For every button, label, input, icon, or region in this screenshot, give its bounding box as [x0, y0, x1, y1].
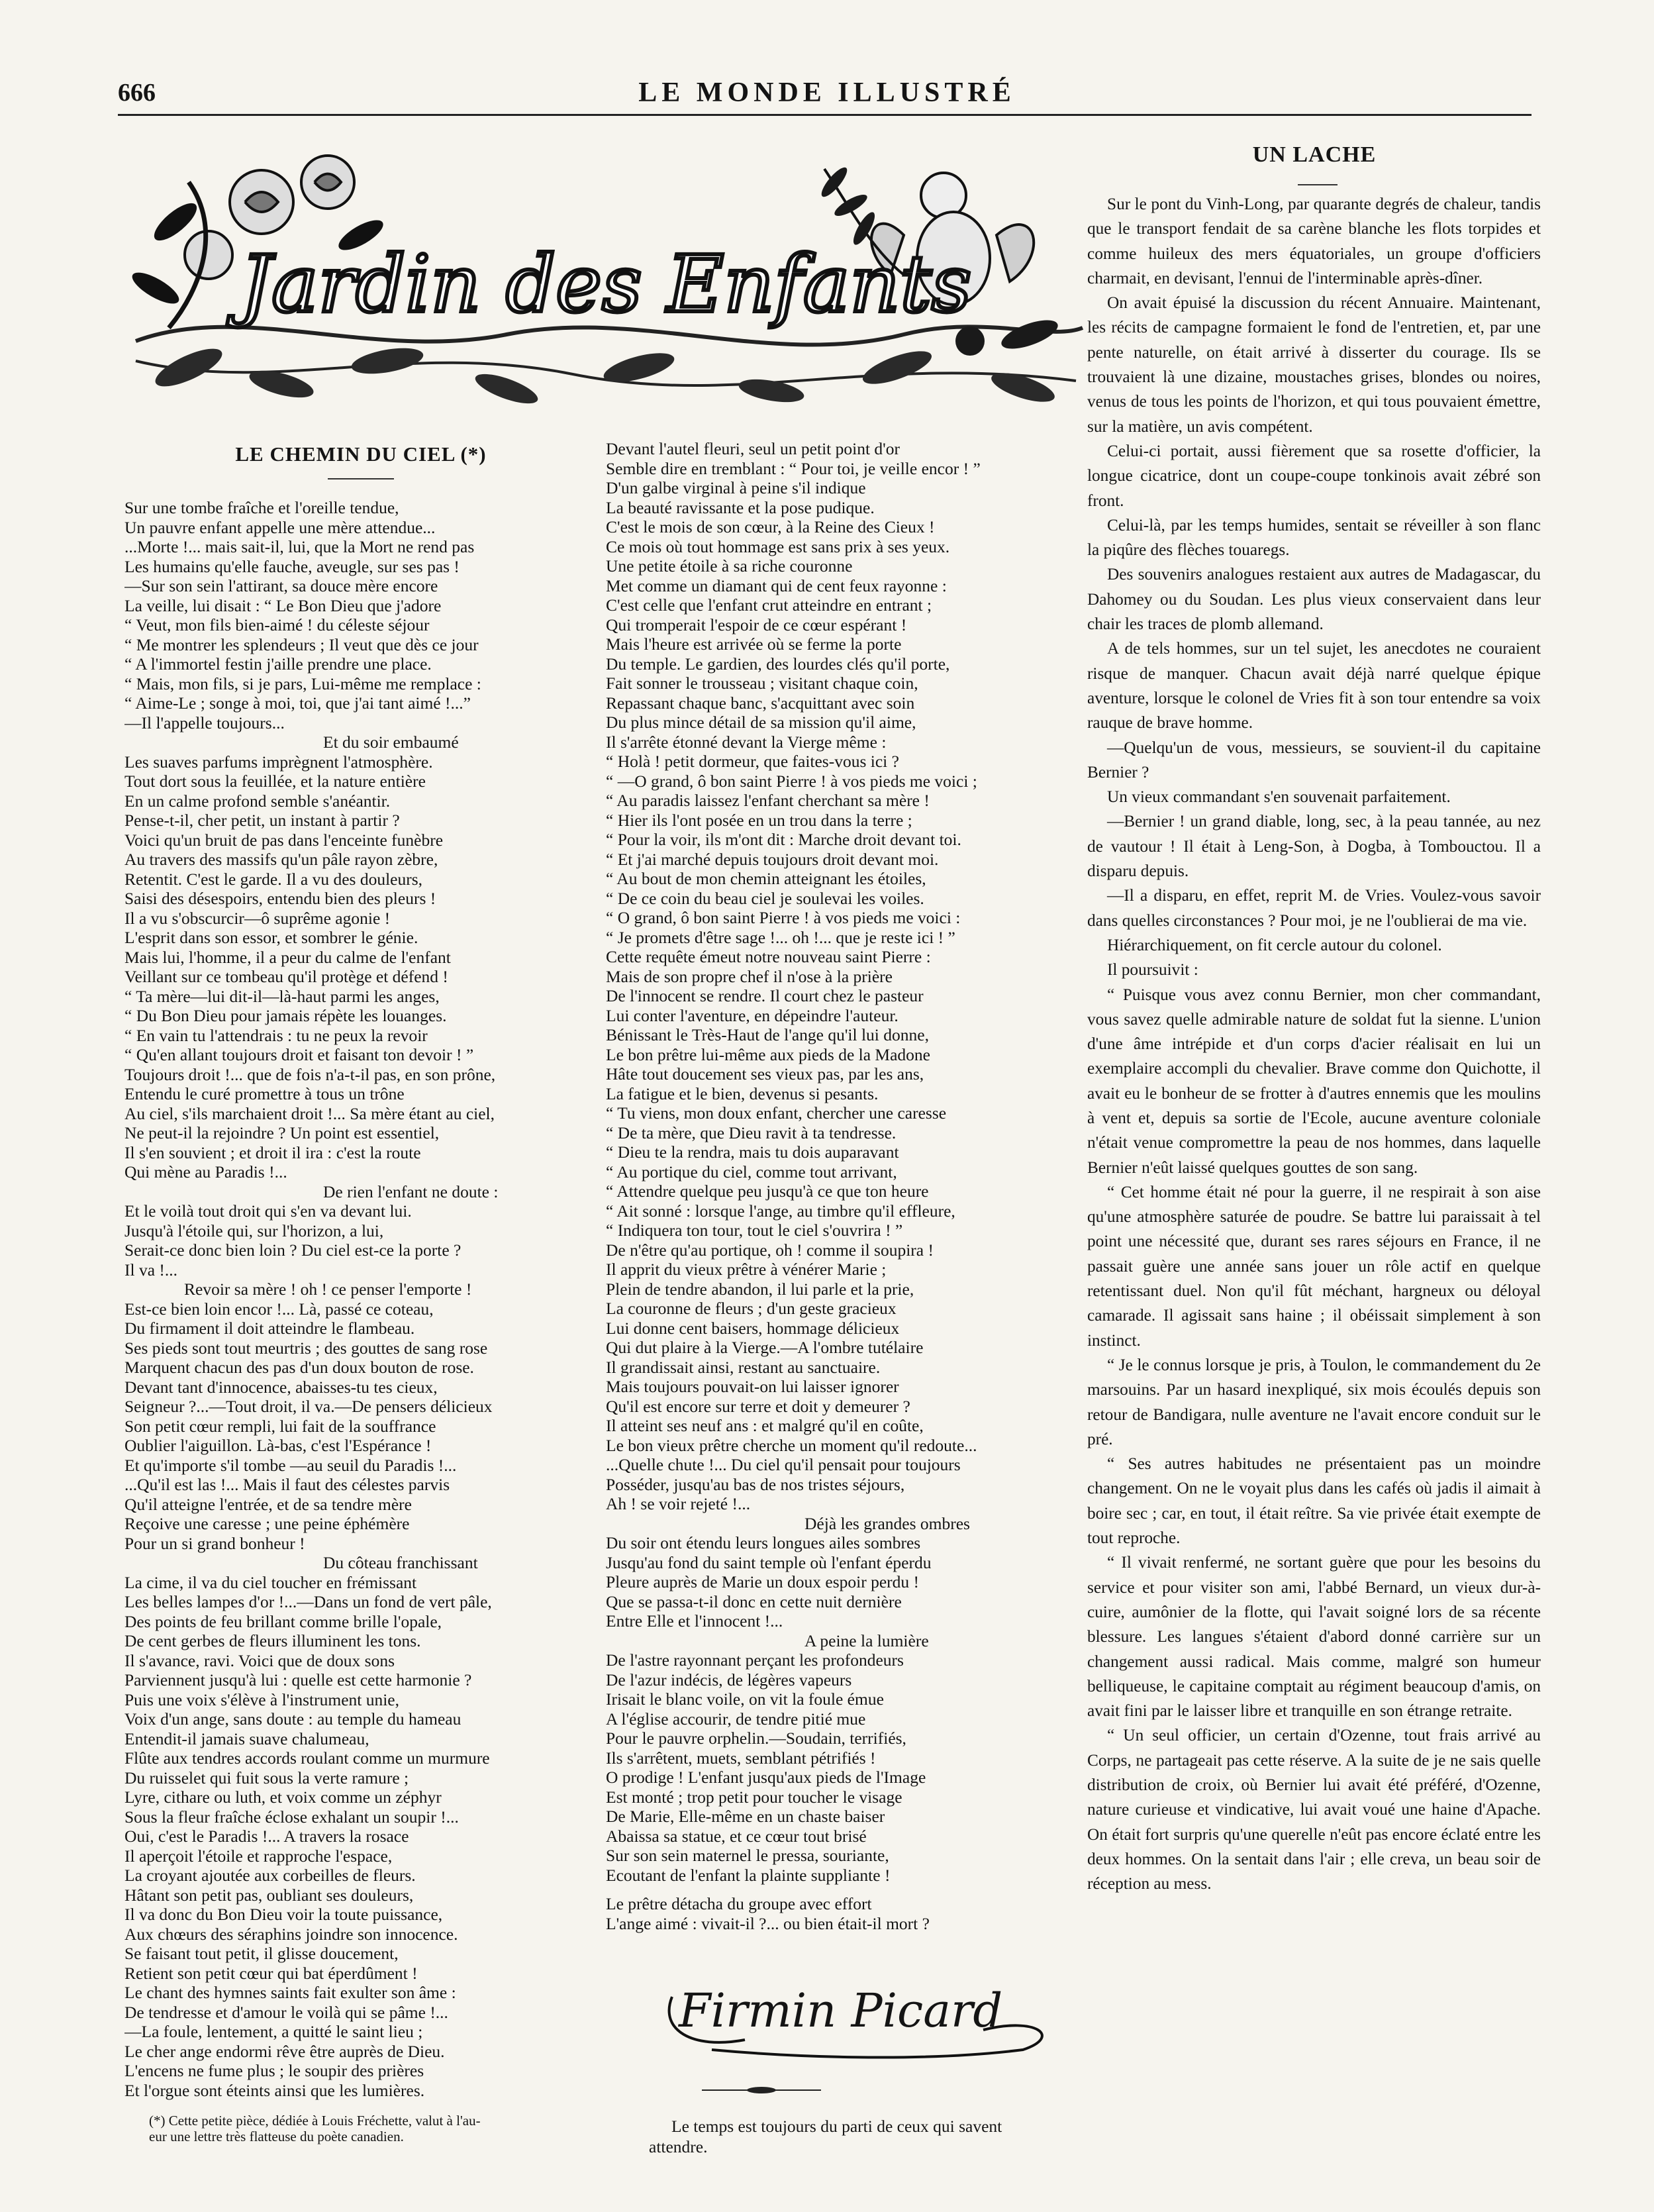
- poem-footnote: [149, 2113, 599, 2144]
- signature: Firmin Picard: [679, 1984, 1003, 2038]
- poem-line: Se faisant tout petit, il glisse doucement,: [124, 1944, 399, 1963]
- poem-line: Il s'en souvient ; et droit il ira : c'est la route: [124, 1142, 421, 1162]
- poem-line: Il apprit du vieux prêtre à vénérer Marie ;: [606, 1260, 887, 1279]
- story-paragraph: A de tels hommes, sur un tel sujet, les anecdotes ne couraient risque de manquer. Chacun avait déjà narré quelque épique aventure, lorsque le colonel de Vries fit à son tour entendre sa voix rauque de brave homme.: [1087, 639, 1541, 732]
- story-paragraph: “ Je le connus lorsque je pris, à Toulon, le commandement du 2e marsouins. Par un hasard inexpliqué, six mois écoulés depuis son retour de Bandigara, nulle aventure ne l'avait encore conduit sur le pré.: [1087, 1355, 1541, 1448]
- poem-line: Abaissa sa statue, et ce cœur tout brisé: [606, 1826, 867, 1846]
- poem-line: L'encens ne fume plus ; le soupir des prières: [124, 2061, 424, 2080]
- footnote-line: (*) Cette petite pièce, dédiée à Louis Fréchette, valut à l'au-: [149, 2113, 481, 2129]
- signature-block: [652, 1977, 1076, 2063]
- story-paragraph: —Bernier ! un grand diable, long, sec, à la peau tannée, au nez de vautour ! Il était à Leng-Son, à Dogba, à Tombouctou. Il a disparu depuis.: [1087, 812, 1541, 881]
- poem-line: Entendu le curé promettre à tous un trône: [124, 1084, 405, 1103]
- story-paragraph: Sur le pont du Vinh-Long, par quarante degrés de chaleur, tandis que le transport fendait de sa carène blanche les flots torpides et comme huileux des mers équatoriales, un groupe d'officiers charmait, en devisant, l'ennui de l'interminable après-dîner.: [1087, 195, 1541, 287]
- poem-line: “ Pour la voir, ils m'ont dit : Marche droit devant toi.: [606, 830, 961, 849]
- poem-line: Seigneur ?...—Tout droit, il va.—De pensers délicieux: [124, 1397, 493, 1416]
- header-rule: [118, 114, 1532, 116]
- story-paragraph: Des souvenirs analogues restaient aux autres de Madagascar, du Dahomey ou du Soudan. Les plus vieux conservaient dans leur chair les traces de plomb allemand.: [1087, 565, 1541, 634]
- poem-line: Retient son petit cœur qui bat éperdûment !: [124, 1963, 418, 1983]
- poem-line: La croyant ajoutée aux corbeilles de fleurs.: [124, 1866, 416, 1885]
- poem-line: Du côteau franchissant: [323, 1553, 478, 1572]
- poem-line: Des points de feu brillant comme brille l'opale,: [124, 1611, 442, 1631]
- poem-line: Et qu'importe s'il tombe —au seuil du Paradis !...: [124, 1455, 457, 1475]
- poem-line: Pour un si grand bonheur !: [124, 1533, 305, 1553]
- poem-line: Qu'il atteigne l'entrée, et de sa tendre mère: [124, 1494, 412, 1514]
- poem-title-rule: [328, 478, 394, 479]
- poem-line: Du ruisselet qui fuit sous la verte ramure ;: [124, 1768, 409, 1787]
- poem-line: L'esprit dans son essor, et sombrer le génie.: [124, 928, 418, 947]
- poem-line: Au travers des massifs qu'un pâle rayon zèbre,: [124, 850, 438, 869]
- poem-line: Il a vu s'obscurcir—ô suprême agonie !: [124, 908, 391, 928]
- poem-line: “ Veut, mon fils bien-aimé ! du céleste séjour: [124, 615, 430, 634]
- poem-line: O prodige ! L'enfant jusqu'aux pieds de l'Image: [606, 1768, 926, 1787]
- poem-line: “ A l'immortel festin j'aille prendre une place.: [124, 654, 432, 674]
- closing-line: attendre.: [649, 2137, 708, 2156]
- poem-line: Aux chœurs des séraphins joindre son innocence.: [124, 1924, 458, 1944]
- poem-line: De l'astre rayonnant perçant les profondeurs: [606, 1650, 904, 1670]
- story-paragraph: “ Ses autres habitudes ne présentaient pas un moindre changement. On ne le voyait plus dans les cafés où jadis il aimait à boire sec ; car, en tout, il était reître. Sa vie privée était exempte de tout reproche.: [1087, 1454, 1541, 1548]
- poem-line: “ Indiquera ton tour, tout le ciel s'ouvrira ! ”: [606, 1221, 903, 1240]
- poem-line: La beauté ravissante et la pose pudique.: [606, 497, 875, 517]
- story-paragraph: Hiérarchiquement, on fit cercle autour du colonel.: [1107, 935, 1442, 954]
- poem-line: Le bon vieux prêtre cherche un moment qu'il redoute...: [606, 1435, 977, 1455]
- poem-line: Devant tant d'innocence, abaisses-tu tes cieux,: [124, 1377, 438, 1397]
- poem-line: “ Mais, mon fils, si je pars, Lui-même me remplace :: [124, 674, 481, 693]
- poem-line: D'un galbe virginal à peine s'il indique: [606, 478, 866, 497]
- poem-line: Veillant sur ce tombeau qu'il protège et défend !: [124, 967, 448, 986]
- story-paragraph: —Il a disparu, en effet, reprit M. de Vries. Voulez-vous savoir dans quelles circonstances ? Pour moi, je ne l'oublierai de ma vie.: [1087, 886, 1541, 930]
- footnote-line: eur une lettre très flatteuse du poète canadien.: [149, 2129, 404, 2144]
- poem-line: Parviennent jusqu'à lui : quelle est cette harmonie ?: [124, 1670, 472, 1689]
- poem-line: Ce mois où tout hommage est sans prix à ses yeux.: [606, 536, 950, 556]
- poem-line: Et du soir embaumé: [323, 732, 459, 752]
- poem-line: Les suaves parfums imprègnent l'atmosphère.: [124, 752, 433, 772]
- poem-title: LE CHEMIN DU CIEL (*): [235, 442, 487, 466]
- poem-line: Devant l'autel fleuri, seul un petit point d'or: [606, 439, 900, 458]
- story-paragraph: —Quelqu'un de vous, messieurs, se souvient-il du capitaine Bernier ?: [1087, 738, 1541, 781]
- roses-and-cherub-icon: [109, 142, 1102, 427]
- poem-line: Oui, c'est le Paradis !... A travers la rosace: [124, 1827, 409, 1846]
- poem-line: Marquent chacun des pas d'un doux bouton de rose.: [124, 1358, 474, 1377]
- poem-line: Il s'avance, ravi. Voici que de doux sons: [124, 1650, 395, 1670]
- poem-line: Du firmament il doit atteindre le flambeau.: [124, 1319, 415, 1338]
- story-paragraph: “ Il vivait renfermé, ne sortant guère que pour les besoins du service et pour visiter son ami, l'abbé Bernard, un vieux dur-à-cuire, aumônier de la flotte, qui l'avait soigné lors de sa récente blessure. Les langues s'étaient d'abord donné carrière sur un changement aussi radical. Mais comme, malgré son humeur belliqueuse, le capitaine comptait au régiment beaucoup d'amis, on avait fini par le laisser libre et tranquille en son étrange retraite.: [1087, 1553, 1541, 1721]
- story-paragraph: Celui-là, par les temps humides, sentait se réveiller à son flanc la piqûre des flèches touaregs.: [1087, 515, 1541, 560]
- poem-line: Ah ! se voir rejeté !...: [606, 1494, 751, 1513]
- story-paragraph: “ Cet homme était né pour la guerre, il ne respirait à son aise qu'une atmosphère saturée de poudre. Se battre lui paraissait à tel point une nécessité que, durant ses rares séjours en France, il ne passait guère une année sans jouer un rôle actif en quelque retentissant duel. Non qu'il fût méchant, hargneux ou déloyal camarade. Il agissait sans haine ; il obéissait simplement à son instinct.: [1087, 1182, 1541, 1350]
- ornament-rule: [702, 2085, 821, 2091]
- poem-line: [606, 1885, 1109, 1894]
- poem-line: ...Morte !... mais sait-il, lui, que la Mort ne rend pas: [124, 537, 475, 556]
- poem-line: Lyre, cithare ou luth, et voix comme un zéphyr: [124, 1787, 442, 1807]
- poem-line: De l'azur indécis, de légères vapeurs: [606, 1670, 852, 1689]
- poem-line: De rien l'enfant ne doute :: [323, 1181, 499, 1201]
- poem-line: “ Je promets d'être sage !... oh !... que je reste ici ! ”: [606, 927, 955, 947]
- poem-line: Bénissant le Très-Haut de l'ange qu'il lui donne,: [606, 1025, 929, 1044]
- poem-line: “ De ce coin du beau ciel je soulevai les voiles.: [606, 888, 924, 908]
- jardin-des-enfants-banner: [109, 142, 1102, 427]
- poem-line: Retentit. C'est le garde. Il a vu des douleurs,: [124, 869, 423, 889]
- poem-line: Mais l'heure est arrivée où se ferme la porte: [606, 634, 902, 654]
- poem-line: Mais lui, l'homme, il a peur du calme de l'enfant: [124, 947, 451, 967]
- poem-line: Mais toujours pouvait-on lui laisser ignorer: [606, 1377, 899, 1396]
- poem-line: Saisi des désespoirs, entendu bien des pleurs !: [124, 889, 436, 908]
- poem-line: Du plus mince détail de sa mission qu'il aime,: [606, 713, 916, 732]
- poem-line: “ Tu viens, mon doux enfant, chercher une caresse: [606, 1103, 947, 1123]
- poem-line: “ Au paradis laissez l'enfant cherchant sa mère !: [606, 791, 930, 810]
- poem-line: C'est le mois de son cœur, à la Reine des Cieux !: [606, 517, 935, 536]
- poem-line: Déjà les grandes ombres: [804, 1513, 970, 1533]
- poem-line: Hâtant son petit pas, oubliant ses douleurs,: [124, 1885, 414, 1905]
- poem-line: Reçoive une caresse ; une peine éphémère: [124, 1514, 410, 1533]
- poem-line: Ecoutant de l'enfant la plainte suppliante !: [606, 1865, 891, 1885]
- poem-line: Le bon prêtre lui-même aux pieds de la Madone: [606, 1044, 930, 1064]
- poem-line: Toujours droit !... que de fois n'a-t-il pas, en son prône,: [124, 1064, 496, 1084]
- poem-line: La fatigue et le bien, devenus si pesants.: [606, 1083, 879, 1103]
- poem-line: Il s'arrête étonné devant la Vierge même :: [606, 732, 887, 752]
- poem-line: “ —O grand, ô bon saint Pierre ! à vos pieds me voici ;: [606, 771, 977, 791]
- poem-line: Fait sonner le trousseau ; visitant chaque coin,: [606, 674, 918, 693]
- poem-line: De cent gerbes de fleurs illuminent les tons.: [124, 1631, 421, 1650]
- poem-line: De l'innocent se rendre. Il court chez le pasteur: [606, 986, 924, 1005]
- poem-line: “ O grand, ô bon saint Pierre ! à vos pieds me voici :: [606, 908, 961, 927]
- poem-line: La couronne de fleurs ; d'un geste gracieux: [606, 1299, 897, 1318]
- poem-line: Ses pieds sont tout meurtris ; des gouttes de sang rose: [124, 1338, 488, 1358]
- poem-line: Au ciel, s'ils marchaient droit !... Sa mère étant au ciel,: [124, 1103, 495, 1123]
- poem-line: Cette requête émeut notre nouveau saint Pierre :: [606, 947, 931, 966]
- poem-line: “ Me montrer les splendeurs ; Il veut que dès ce jour: [124, 634, 479, 654]
- poem-line: A peine la lumière: [804, 1631, 929, 1650]
- running-title: LE MONDE ILLUSTRÉ: [638, 77, 1016, 108]
- poem-line: Il aperçoit l'étoile et rapproche l'espace,: [124, 1846, 393, 1866]
- poem-line: De Marie, Elle-même en un chaste baiser: [606, 1807, 885, 1826]
- closing-lines: [649, 2116, 1122, 2157]
- poem-line: “ Du Bon Dieu pour jamais répète les louanges.: [124, 1006, 447, 1025]
- poem-line: Sur une tombe fraîche et l'oreille tendue,: [124, 498, 399, 517]
- poem-line: Sur son sein maternel le pressa, souriante,: [606, 1846, 889, 1865]
- poem-line: A l'église accourir, de tendre pitié mue: [606, 1709, 866, 1729]
- poem-line: Hâte tout doucement ses vieux pas, par les ans,: [606, 1064, 924, 1083]
- poem-line: C'est celle que l'enfant crut atteindre en entrant ;: [606, 595, 932, 615]
- poem-line: Et le voilà tout droit qui s'en va devant lui.: [124, 1201, 412, 1221]
- poem-line: —Sur son sein l'attirant, sa douce mère encore: [124, 576, 438, 595]
- story-title-rule: [1298, 184, 1338, 185]
- poem-line: Et l'orgue sont éteints ainsi que les lumières.: [124, 2080, 425, 2100]
- story-paragraph: “ Puisque vous avez connu Bernier, mon cher commandant, vous savez quelle admirable nature de soldat fut la sienne. L'union d'une âme intrépide et d'un corps d'acier réalisait en lui un exemplaire accompli du chevalier. Brave comme don Quichotte, il avait eu le bonheur de se frotter à d'autres ennemis que les moulins à vent et, depuis sa sortie de l'Ecole, aucune aventure coloniale n'était venue compromettre la peau de nos hommes, dans laquelle Bernier n'eût laissé quelques gouttes de son sang.: [1087, 985, 1541, 1177]
- poem-line: Qui dut plaire à la Vierge.—A l'ombre tutélaire: [606, 1338, 924, 1357]
- poem-column-1: [124, 498, 598, 2100]
- poem-line: Ne peut-il la rejoindre ? Un point est essentiel,: [124, 1123, 440, 1142]
- poem-line: Est monté ; trop petit pour toucher le visage: [606, 1787, 902, 1807]
- poem-line: Semble dire en tremblant : “ Pour toi, je veille encor ! ”: [606, 458, 981, 478]
- poem-line: Le prêtre détacha du groupe avec effort: [606, 1894, 872, 1913]
- story-paragraph: Un vieux commandant s'en souvenait parfaitement.: [1107, 787, 1451, 807]
- poem-line: ...Qu'il est las !... Mais il faut des célestes parvis: [124, 1475, 450, 1494]
- poem-line: Les humains qu'elle fauche, aveugle, sur ses pas !: [124, 556, 460, 576]
- poem-line: L'ange aimé : vivait-il ?... ou bien était-il mort ?: [606, 1913, 930, 1933]
- poem-line: Plein de tendre abandon, il lui parle et la prie,: [606, 1279, 914, 1299]
- story-paragraph: “ Un seul officier, un certain d'Ozenne, tout frais arrivé au Corps, ne partageait pas cette réserve. A la suite de je ne sais quelle distribution de croix, où Bernier lui avait été préféré, d'Ozenne, nature curieuse et vindicative, lui avait voué une haine d'Apache. On était fort surpris qu'une querelle n'eût pas encore éclaté entre les deux hommes. On la sentait dans l'air ; elle creva, un beau soir de réception au mess.: [1087, 1726, 1541, 1893]
- poem-line: Posséder, jusqu'au bas de nos tristes séjours,: [606, 1474, 905, 1494]
- poem-line: Met comme un diamant qui de cent feux rayonne :: [606, 576, 947, 595]
- poem-line: Le chant des hymnes saints fait exulter son âme :: [124, 1983, 456, 2002]
- poem-line: —Il l'appelle toujours...: [124, 713, 285, 732]
- poem-line: Irisait le blanc voile, on vit la foule émue: [606, 1689, 884, 1709]
- poem-line: “ Dieu te la rendra, mais tu dois auparavant: [606, 1142, 899, 1162]
- poem-line: Voici qu'un bruit de pas dans l'enceinte funèbre: [124, 830, 444, 850]
- poem-line: Puis une voix s'élève à l'instrument unie,: [124, 1689, 399, 1709]
- poem-line: “ Qu'en allant toujours droit et faisant ton devoir ! ”: [124, 1045, 474, 1064]
- poem-line: “ De ta mère, que Dieu ravit à ta tendresse.: [606, 1123, 897, 1142]
- poem-line: Lui conter l'aventure, en dépeindre l'auteur.: [606, 1005, 899, 1025]
- poem-line: Entre Elle et l'innocent !...: [606, 1611, 783, 1631]
- poem-line: Qu'il est encore sur terre et doit y demeurer ?: [606, 1396, 910, 1416]
- poem-line: Un pauvre enfant appelle une mère attendue...: [124, 517, 436, 537]
- story-body: [1087, 192, 1541, 1896]
- poem-line: Flûte aux tendres accords roulant comme un murmure: [124, 1748, 490, 1768]
- closing-line: Le temps est toujours du parti de ceux qui savent: [671, 2117, 1002, 2136]
- poem-line: Il va !...: [124, 1260, 178, 1280]
- poem-line: Une petite étoile à sa riche couronne: [606, 556, 853, 576]
- poem-line: De n'être qu'au portique, oh ! comme il soupira !: [606, 1240, 934, 1260]
- poem-line: Que se passa-t-il donc en cette nuit dernière: [606, 1591, 902, 1611]
- poem-line: Jusqu'au fond du saint temple où l'enfant éperdu: [606, 1552, 932, 1572]
- poem-line: “ Holà ! petit dormeur, que faites-vous ici ?: [606, 752, 899, 771]
- poem-line: De tendresse et d'amour le voilà qui se pâme !...: [124, 2002, 448, 2022]
- poem-line: Revoir sa mère ! oh ! ce penser l'emporte !: [184, 1280, 472, 1299]
- poem-line: Pense-t-il, cher petit, un instant à partir ?: [124, 811, 400, 830]
- poem-line: Tout dort sous la feuillée, et la nature entière: [124, 772, 426, 791]
- poem-line: “ Et j'ai marché depuis toujours droit devant moi.: [606, 849, 939, 869]
- poem-line: Ils s'arrêtent, muets, semblant pétrifiés !: [606, 1748, 876, 1768]
- poem-line: Voix d'un ange, sans doute : au temple du hameau: [124, 1709, 462, 1729]
- poem-line: Du temple. Le gardien, des lourdes clés qu'il porte,: [606, 654, 950, 674]
- poem-line: Repassant chaque banc, s'acquittant avec soin: [606, 693, 915, 713]
- poem-line: “ Ta mère—lui dit-il—là-haut parmi les anges,: [124, 986, 440, 1006]
- poem-line: Du soir ont étendu leurs longues ailes sombres: [606, 1533, 921, 1552]
- poem-line: “ En vain tu l'attendrais : tu ne peux la revoir: [124, 1025, 428, 1045]
- poem-line: “ Au bout de mon chemin atteignant les étoiles,: [606, 869, 926, 888]
- poem-line: Il va donc du Bon Dieu voir la toute puissance,: [124, 1905, 443, 1924]
- poem-line: La cime, il va du ciel toucher en frémissant: [124, 1572, 417, 1592]
- story-paragraph: Il poursuivit :: [1107, 960, 1198, 980]
- poem-line: La veille, lui disait : “ Le Bon Dieu que j'adore: [124, 595, 442, 615]
- poem-line: Il grandissait ainsi, restant au sanctuaire.: [606, 1357, 881, 1377]
- poem-line: Les belles lampes d'or !...—Dans un fond de vert pâle,: [124, 1592, 492, 1611]
- poem-line: —La foule, lentement, a quitté le saint lieu ;: [124, 2022, 423, 2041]
- poem-line: Le cher ange endormi rêve être auprès de Dieu.: [124, 2041, 445, 2061]
- poem-line: Jusqu'à l'étoile qui, sur l'horizon, a lui,: [124, 1221, 384, 1240]
- poem-line: “ Hier ils l'ont posée en un trou dans la terre ;: [606, 810, 912, 830]
- poem-line: Est-ce bien loin encor !... Là, passé ce coteau,: [124, 1299, 434, 1319]
- story-paragraph: Celui-ci portait, aussi fièrement que sa rosette d'officier, la longue cicatrice, dont un coupe-coupe tonkinois avait zébré son front.: [1087, 441, 1541, 510]
- page-number: 666: [118, 79, 156, 107]
- poem-line: Pour le pauvre orphelin.—Soudain, terrifiés,: [606, 1729, 906, 1748]
- banner-title: Jardin des Enfants: [240, 238, 972, 330]
- poem-line: En un calme profond semble s'anéantir.: [124, 791, 391, 811]
- poem-line: Oublier l'aiguillon. Là-bas, c'est l'Espérance !: [124, 1436, 432, 1455]
- poem-line: Mais de son propre chef il n'ose à la prière: [606, 966, 893, 986]
- poem-line: Lui donne cent baisers, hommage délicieux: [606, 1318, 900, 1338]
- poem-line: “ Ait sonné : lorsque l'ange, au timbre qu'il effleure,: [606, 1201, 955, 1221]
- poem-line: Serait-ce donc bien loin ? Du ciel est-ce la porte ?: [124, 1240, 462, 1260]
- poem-line: Pleure auprès de Marie un doux espoir perdu !: [606, 1572, 920, 1591]
- poem-line: Son petit cœur rempli, lui fait de la souffrance: [124, 1416, 436, 1436]
- poem-line: Entendit-il jamais suave chalumeau,: [124, 1729, 369, 1748]
- poem-line: “ Aime-Le ; songe à moi, toi, que j'ai tant aimé !...”: [124, 693, 471, 713]
- poem-line: Qui mène au Paradis !...: [124, 1162, 287, 1181]
- story-title: UN LACHE: [1252, 142, 1377, 167]
- poem-line: Sous la fleur fraîche éclose exhalant un soupir !...: [124, 1807, 459, 1827]
- poem-line: “ Au portique du ciel, comme tout arrivant,: [606, 1162, 897, 1181]
- poem-line: Qui tromperait l'espoir de ce cœur espérant !: [606, 615, 907, 634]
- story-paragraph: On avait épuisé la discussion du récent Annuaire. Maintenant, les récits de campagne formaient le fond de l'entretien, et, par une pente naturelle, on était arrivé à disserter du courage. Ils se trouvaient là une dizaine, moustaches grises, blondes ou noires, venus de tous les points de l'horizon, et qui tous pouvaient émettre, sur la matière, un avis compétent.: [1087, 293, 1541, 436]
- poem-line: “ Attendre quelque peu jusqu'à ce que ton heure: [606, 1181, 929, 1201]
- poem-line: ...Quelle chute !... Du ciel qu'il pensait pour toujours: [606, 1455, 961, 1474]
- poem-line: Il atteint ses neuf ans : et malgré qu'il en coûte,: [606, 1416, 924, 1435]
- poem-column-2: [606, 439, 1109, 1933]
